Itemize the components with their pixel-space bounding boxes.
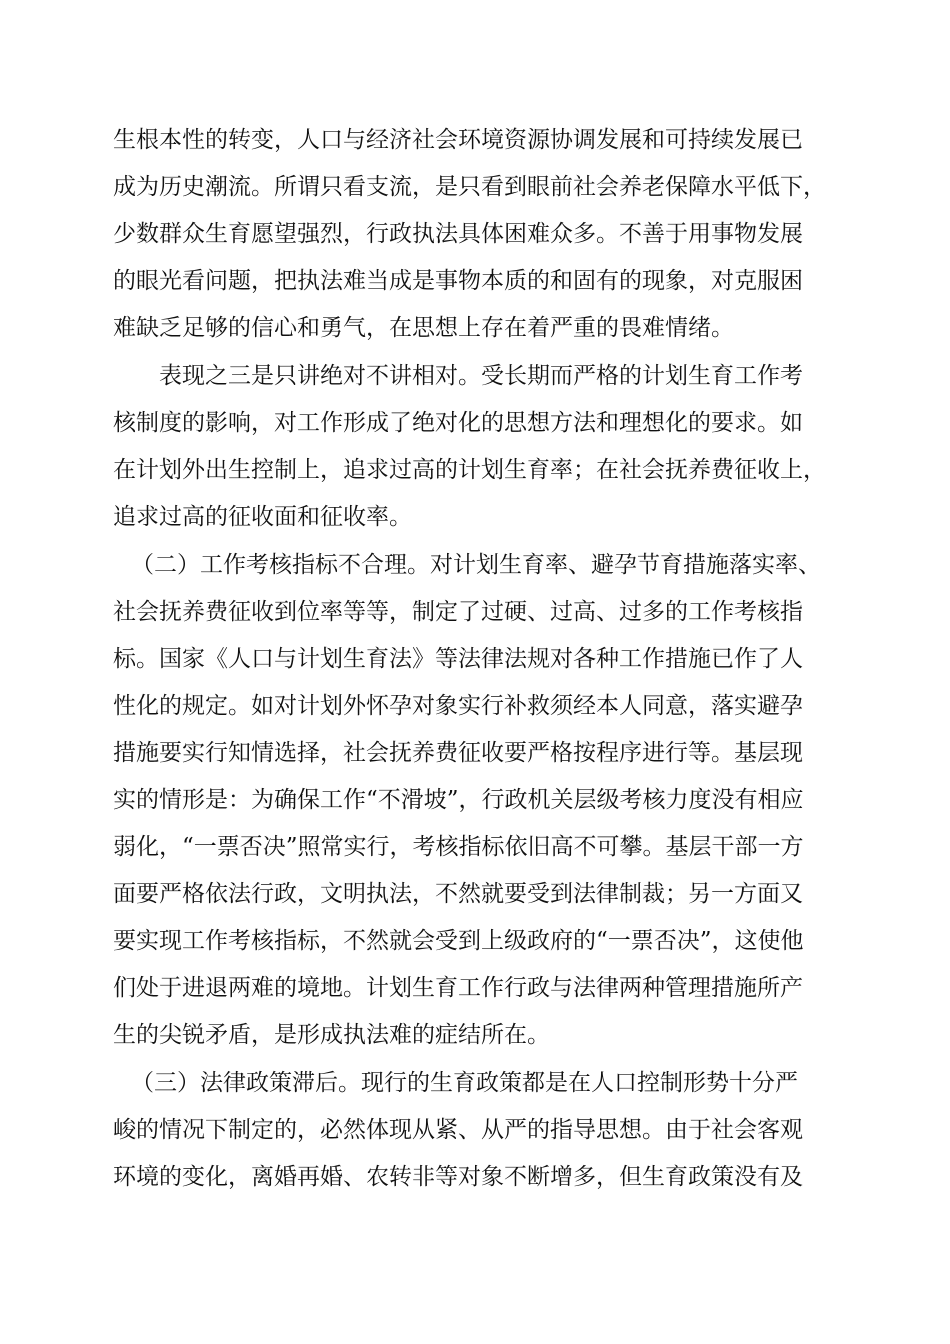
text-line: 要实现工作考核指标，不然就会受到上级政府的“一票否决”，这使他: [113, 928, 804, 954]
text-line: 弱化，“一票否决”照常实行，考核指标依旧高不可攀。基层干部一方: [113, 834, 804, 860]
text-line: 核制度的影响，对工作形成了绝对化的思想方法和理想化的要求。如: [113, 410, 803, 436]
section-heading-line: （二）工作考核指标不合理。对计划生育率、避孕节育措施落实率、: [131, 552, 821, 578]
text-line: 生根本性的转变，人口与经济社会环境资源协调发展和可持续发展已: [113, 127, 803, 153]
text-line: 面要严格依法行政，文明执法，不然就要受到法律制裁；另一方面又: [113, 881, 803, 907]
text-line: 少数群众生育愿望强烈，行政执法具体困难众多。不善于用事物发展: [113, 221, 803, 247]
text-line: 环境的变化，离婚再婚、农转非等对象不断增多，但生育政策没有及: [113, 1164, 803, 1190]
paragraph-start-line: 表现之三是只讲绝对不讲相对。受长期而严格的计划生育工作考: [159, 363, 803, 389]
text-line: 标。国家《人口与计划生育法》等法律法规对各种工作措施已作了人: [113, 646, 803, 672]
text-line: 生的尖锐矛盾，是形成执法难的症结所在。: [113, 1022, 550, 1048]
text-line: 社会抚养费征收到位率等等，制定了过硬、过高、过多的工作考核指: [113, 599, 803, 625]
text-line: 们处于进退两难的境地。计划生育工作行政与法律两种管理措施所产: [113, 975, 803, 1001]
text-line: 成为历史潮流。所谓只看支流，是只看到眼前社会养老保障水平低下，: [113, 174, 826, 200]
text-line: 实的情形是：为确保工作“不滑坡”，行政机关层级考核力度没有相应: [113, 787, 804, 813]
section-heading-line: （三）法律政策滞后。现行的生育政策都是在人口控制形势十分严: [131, 1070, 798, 1096]
text-line: 的眼光看问题，把执法难当成是事物本质的和固有的现象，对克服困: [113, 268, 803, 294]
text-line: 峻的情况下制定的，必然体现从紧、从严的指导思想。由于社会客观: [113, 1117, 803, 1143]
text-line: 在计划外出生控制上，追求过高的计划生育率；在社会抚养费征收上，: [113, 457, 826, 483]
text-line: 难缺乏足够的信心和勇气，在思想上存在着严重的畏难情绪。: [113, 315, 734, 341]
text-line: 性化的规定。如对计划外怀孕对象实行补救须经本人同意，落实避孕: [113, 693, 803, 719]
text-line: 措施要实行知情选择，社会抚养费征收要严格按程序进行等。基层现: [113, 740, 803, 766]
text-line: 追求过高的征收面和征收率。: [113, 504, 412, 530]
